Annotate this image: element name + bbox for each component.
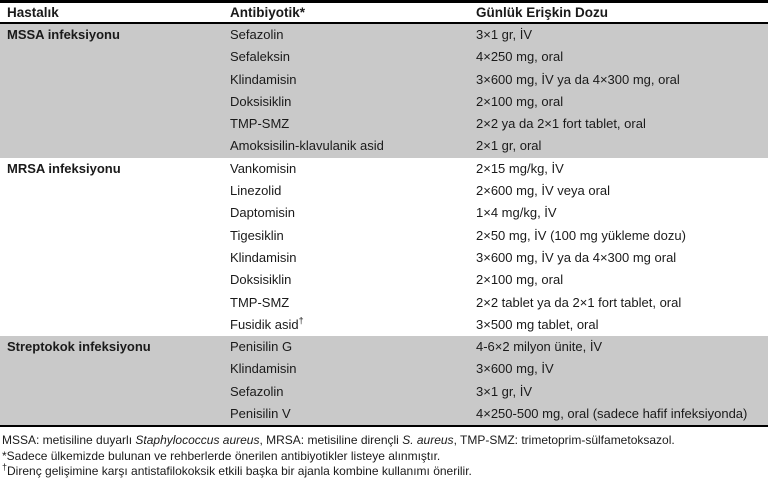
footnote-dagger-text: Direnç gelişimine karşı antistafilokoksik etkili başka bir ajanla kombine kullanımı önerilir. [7, 464, 472, 479]
antibiotic-cell [230, 225, 476, 247]
antibiotic-name: Sefaleksin [230, 49, 290, 65]
dose-value: 4×250-500 mg, oral (sadece hafif infeksiyonda) [476, 406, 748, 422]
antibiotic-cell [230, 91, 476, 113]
dose-value: 1×4 mg/kg, İV [476, 205, 557, 221]
antibiotic-cell [230, 269, 476, 291]
species-name-italic: Staphylococcus aureus [135, 433, 260, 448]
dose-value: 3×1 gr, İV [476, 27, 533, 42]
antibiotic-name: Klindamisin [230, 249, 297, 265]
antibiotic-cell [230, 336, 476, 358]
dose-value: 3×500 mg tablet, oral [476, 316, 599, 332]
footnotes-block [0, 427, 768, 480]
antibiotic-cell [230, 113, 476, 135]
antibiotic-cell [230, 358, 476, 380]
dose-value: 2×2 tablet ya da 2×1 fort tablet, oral [476, 294, 682, 310]
antibiotic-cell [230, 135, 476, 157]
antibiotic-cell [230, 202, 476, 224]
antibiotic-name: Amoksisilin-klavulanik asid [230, 138, 384, 154]
antibiotic-name: Sefazolin [230, 383, 284, 399]
antibiotic-cell [230, 403, 476, 426]
antibiotic-name: Penisilin G [230, 339, 293, 355]
antibiotic-cell [230, 69, 476, 91]
antibiotic-name: Linezolid [230, 183, 282, 199]
disease-name: MSSA infeksiyonu [7, 27, 120, 42]
dose-value: 2×15 mg/kg, İV [476, 160, 564, 176]
dose-value: 3×600 mg, İV ya da 4×300 mg oral [476, 249, 677, 265]
dose-value: 2×100 mg, oral [476, 93, 564, 109]
dose-value: 4×250 mg, oral [476, 49, 564, 65]
header-row [0, 2, 768, 24]
dose-value: 2×2 ya da 2×1 fort tablet, oral [476, 116, 646, 132]
antibiotic-cell [230, 247, 476, 269]
table-row [0, 336, 768, 358]
col-header-dose: Günlük Erişkin Dozu [476, 2, 768, 24]
dose-value: 4-6×2 milyon ünite, İV [476, 339, 603, 355]
antibiotic-name: Tigesiklin [230, 227, 284, 243]
species-name-italic: S. aureus [402, 433, 454, 448]
footnote-text-segment: MSSA: metisiline duyarlı [2, 433, 136, 448]
dose-value: 3×600 mg, İV ya da 4×300 mg, oral [476, 71, 680, 87]
antibiotic-cell [230, 23, 476, 46]
table-row [0, 158, 768, 180]
dose-value: 3×600 mg, İV [476, 361, 554, 377]
col-header-antibiotic: Antibiyotik* [230, 2, 476, 24]
col-header-disease: Hastalık [0, 2, 230, 24]
antibiotic-name: Klindamisin [230, 361, 297, 377]
dose-value: 2×100 mg, oral [476, 272, 564, 288]
dose-value: 3×1 gr, İV [476, 383, 533, 399]
antibiotic-cell [230, 158, 476, 180]
dagger-marker: † [298, 315, 304, 326]
antibiotic-name: Sefazolin [230, 27, 284, 42]
antibiotic-cell [230, 381, 476, 403]
dagger-marker: † [2, 462, 8, 473]
antibiotic-cell [230, 292, 476, 314]
dose-value: 2×50 mg, İV (100 mg yükleme dozu) [476, 227, 686, 243]
antibiotic-name: Klindamisin [230, 71, 297, 87]
antibiotic-cell [230, 314, 476, 336]
footnote-text-segment: , MRSA: metisiline dirençli [259, 433, 403, 448]
disease-name: Streptokok infeksiyonu [7, 339, 151, 355]
footnote-text-segment: , TMP-SMZ: trimetoprim-sülfametoksazol. [453, 433, 675, 448]
table-row [0, 23, 768, 46]
dose-value: 2×1 gr, oral [476, 138, 542, 154]
antibiotic-name: Penisilin V [230, 406, 291, 422]
antibiotic-name: Doksisiklin [230, 93, 292, 109]
antibiotic-cell [230, 46, 476, 68]
disease-name: MRSA infeksiyonu [7, 160, 121, 176]
antibiotic-name: Vankomisin [230, 160, 297, 176]
dose-value: 2×600 mg, İV veya oral [476, 183, 611, 199]
antibiotic-cell [230, 180, 476, 202]
antibiotic-name: Fusidik asid [230, 316, 299, 332]
footnote-asterisk: *Sadece ülkemizde bulunan ve rehberlerde önerilen antibiyotikler listeye alınmıştır. [2, 448, 441, 463]
footnote-abbreviations [2, 433, 768, 449]
antibiotic-name: TMP-SMZ [230, 294, 290, 310]
antibiotic-name: Doksisiklin [230, 272, 292, 288]
antibiotic-name: TMP-SMZ [230, 116, 290, 132]
antibiotic-name: Daptomisin [230, 205, 296, 221]
footnote-dagger [2, 464, 768, 480]
